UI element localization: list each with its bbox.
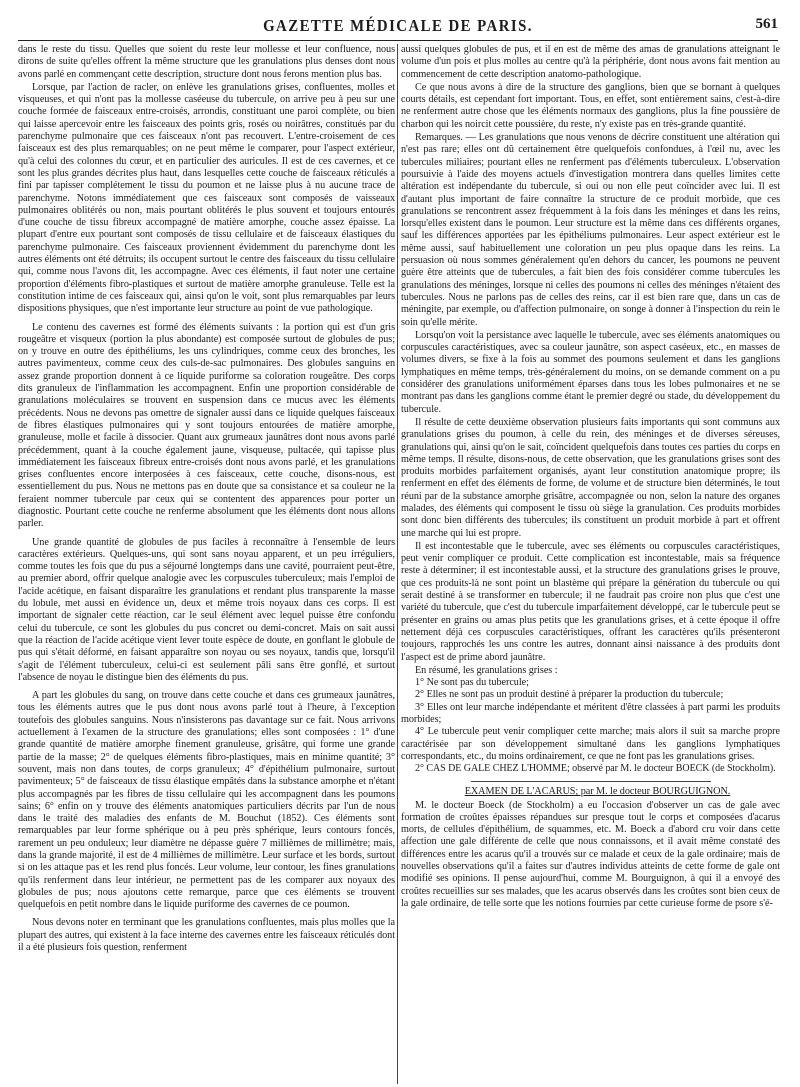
running-title: GAZETTE MÉDICALE DE PARIS. — [263, 16, 533, 35]
paragraph: dans le reste du tissu. Quelles que soient du reste leur mollesse et leur confluence, nous dirons de suite qu'elles offrent la même structure que les granulations plus denses dont nous avons parlé en commençant cette description, structure dont nous ferons mention plus bas. — [18, 44, 395, 80]
summary-item: 2° Elles ne sont pas un produit destiné à préparer la production du tubercule; — [415, 689, 724, 701]
page-header — [18, 16, 778, 36]
right-column — [401, 44, 780, 1085]
case-heading: 2° CAS DE GALE CHEZ L'HOMME; observé par M. le docteur BOECK (de Stockholm). — [415, 763, 776, 775]
section-rule — [471, 781, 711, 782]
header-rule — [18, 40, 778, 41]
column-divider — [397, 44, 398, 1084]
left-column — [18, 44, 395, 1085]
paragraph: Une grande quantité de globules de pus faciles à reconnaître à l'ensemble de leurs caractères extérieurs. Quelques-uns, qui sont sans noyau apparent, et un peu irréguliers, comme toutes les fois que du pus a séjourné longtemps dans une cavité, pourraient peut-être, au premier abord, offrir quelque analogie avec les corpuscules tuberculeux; mais l'emploi de l'acide acétique, en faisant disparaître les granulations et rendant plus transparente la masse du lobule, met aussi en évidence un, deux et même trois noyaux dans ces corps. Il est important de signaler cette réaction, car le seul élément avec lequel puisse être confondu celui du tubercule, ce sont les globules du pus concret ou demi-concret. Mais on sait aussi que la réaction de l'acide acétique vient lever toute espèce de doute, en gonflant le globule de pus qui s'était déformé, en faisant apparaître son noyau ou ses noyaux, tandis que, lorsqu'il s'agit de l'élément tuberculeux, celui-ci est seulement pâli sans être gonflé, et surtout l'absence de noyau le distingue bien des éléments du pus. — [18, 536, 395, 683]
summary-item: 1° Ne sont pas du tubercule; — [415, 677, 529, 689]
section-heading — [401, 786, 780, 798]
paragraph: aussi quelques globules de pus, et il en est de même des amas de granulations atteignant le volume d'un pois et plus molles au centre qu'à la périphérie, dont nous avons fait mention au commencement de cette description anatomo-pathologique. — [401, 44, 780, 80]
paragraph: Nous devons noter en terminant que les granulations confluentes, mais plus molles que la plupart des autres, qui existent à la face interne des cavernes entre les faisceaux réticulés dont il a été plusieurs fois question, renferment — [18, 917, 395, 954]
summary-item: 4° Le tubercule peut venir compliquer cette marche; mais alors il suit sa marche propre caractérisée par son développement simultané dans les ganglions lymphatiques correspondants, etc., du moins ordinairement, ce que ne font pas les granulations grises. — [401, 726, 780, 762]
page-number: 561 — [755, 16, 778, 32]
paragraph: En résumé, les granulations grises : — [415, 664, 558, 676]
paragraph: Lorsque, par l'action de racler, on enlève les granulations grises, confluentes, molles et visqueuses, et qui n'ont pas la mollesse caséeuse du tubercule, on arrive peu à peu sur une couche formée de faisceaux entre-croisés, arrondis, constituant une paroi complète, ou bien qui laisse apercevoir entre les faisceaux des points gris, rosés ou noirâtres, constitués par du parenchyme pulmonaire que ces faisceaux n'ont pas recouvert. L'entre-croisement de ces faisceaux est des plus remarquables; on ne peut même le comparer, pour l'aspect extérieur, qu'à celui des colonnes du cœur, et en particulier des auricules. Il est de ces cavernes, et ce sont les plus grandes décrites plus haut, dans lesquelles cette couche de faisceaux réticulés a fini par tapisser complétement le tissu du poumon et ne laisse plus à nu aucune trace de parenchyme. Notons immédiatement que ces faisceaux sont composés de vaisseaux pulmonaires oblitérés ou non, mais pourtant oblitérés le plus souvent et toujours entourés d'une couche de tissu fibreux accompagné de matière amorphe, couche assez épaisse. La plupart d'entre eux pourtant sont composés de tissu cellulaire et de faisceaux élastiques du parenchyme pulmonaire. Ces faisceaux proviennent évidemment du parenchyme dont les autres éléments ont été détruits; ils occupent surtout le centre des faisceaux du tissu cellulaire qui, comme nous l'avons dit, les accompagne. Avec ces éléments, il faut noter une certaine proportion d'éléments fibro-plastiques et surtout de matière amorphe granuleuse. Telle est la constitution intime de ces faisceaux qui, ainsi qu'on le voit, sont plus remarquables par leurs dispositions physiques, que n'est importante leur structure au point de vue pathologique. — [18, 81, 395, 315]
paragraph: Il est incontestable que le tubercule, avec ses éléments ou corpuscules caractéristiques, peut venir compliquer ce produit. Cette complication est incontestable, mais sa fréquence reste à déterminer; il est incontestable aussi, et la structure des granulations grises le prouve, que ces produits-là ne sont point un blastème qui prépare la génération du tubercule ou qui serait destiné à se transformer en tubercule; il ne faudrait pas croire non plus que c'est une variété du tubercule, que c'est du tubercule imparfaitement développé, car le tubercule peut se présenter en grains ou amas plus petits que les granulations grises, et à cette époque il offre nettement déjà ces corpuscules caractéristiques, offrant les caractères qu'ils présenteront toujours, rapprochés les uns contre les autres, donnant ainsi naissance à des produits dont l'aspect est de prime abord jaunâtre. — [401, 540, 780, 663]
remarks-paragraph: Remarques. — Les granulations que nous venons de décrire constituent une altération qui n'est pas rare; elles ont dû certainement être quelquefois confondues, à l'œil nu, avec les tubercules miliaires; pourtant elles ne renferment pas d'éléments tuberculeux. L'observation poursuivie à l'aide des moyens actuels d'investigation montrera dans quelles limites cette altération est indépendante du tubercule, si oui ou non elle peut coïncider avec lui. Il est d'autant plus important de faire connaître la structure de ce produit morbide, que ces granulations se rencontrent assez fréquemment à la fois dans les méninges et dans les reins, lorsqu'elles existent dans le poumon. Leur structure est la même dans ces différents organes, sauf les différences apportées par les épithéliums pulmonaires. Leur aspect extérieur est le même aussi, sauf habituellement une coloration un peu plus opaque dans les reins. La persuasion où nous sommes généralement qu'en dehors du cancer, les poumons ne peuvent guère être atteints que de tubercules, a fait bien des fois considérer comme tubercules les granulations des méninges, lorsque ni celles des poumons ni celles des méninges n'étaient des tubercules. Nous ne parlons pas de celles des reins, car il est bien rare que, dans un cas de méningite, par exemple, ou d'affection pulmonaire, on songe à donner à l'inspection du rein le soin qu'elle mérite. — [401, 132, 780, 328]
paragraph: Lorsqu'on voit la persistance avec laquelle le tubercule, avec ses éléments anatomiques ou corpuscules caractéristiques, avec sa couleur jaunâtre, son aspect caséeux, etc., en masses de volumes divers, se fixe à la fois au sommet des poumons seulement et dans les ganglions lymphatiques en même temps, très-généralement du moins, on se demande comment on a pu considérer des granulations uniformément éparses dans tous les lobes pulmonaires et ne se montrant pas dans les ganglions comme étant le premier degré ou stade, du développement du tubercule. — [401, 329, 780, 415]
paragraph: A part les globules du sang, on trouve dans cette couche et dans ces grumeaux jaunâtres, tous les éléments autres que le pus dont nous avons parlé tout à l'heure, à l'exception toutefois des globules sanguins. Nous n'insisterons pas davantage sur ce fait. Nous arrivons actuellement à l'examen de la structure des granulations; elles sont composées : 1° d'une grande quantité de matière amorphe finement granuleuse, grisâtre, qui forme une grande partie de la masse; 2° de quelques éléments fibro-plastiques, mais en minime quantité; 3° souvent, mais non dans toutes, de corps granuleux; 4° d'épithélium pulmonaire, surtout pavimenteux; 5° de faisceaux de tissu élastique empâtés dans la substance amorphe et n'étant plus accompagnés par les fibres de tissu cellulaire qui les accompagnent dans les poumons sains; 6° enfin on y trouve des éléments anatomiques particuliers décrits par l'un de nous dans le traité des maladies des enfants de M. Bouchut (1852). Ces éléments sont remarquables par leur forme sphérique ou à peu près sphérique, leurs contours foncés, rarement un peu onduleux; leur diamètre ne dépasse guère 7 millièmes de millimètre; mais, dans la grande majorité, il est de 4 millièmes de millimètre. Leur surface et les bords, surtout si on les attaque pas et les rend plus foncés. Leur volume, leur contour, les fines granulations qu'ils renferment dans leur intérieur, ne permettent pas de les comparer aux noyaux des globules de pus; nous ajoutons cette remarque, parce que ces éléments se trouvent quelquefois en petit nombre dans le liquide puriforme des cavernes de ce poumon. — [18, 690, 395, 911]
paragraph: Le contenu des cavernes est formé des éléments suivants : la portion qui est d'un gris rougeâtre et visqueux (portion la plus abondante) est composée surtout de globules de pus; on y trouve en outre des épithéliums, les uns cylindriques, comme ceux des bronches, les autres pavimenteux, comme ceux des culs-de-sac pulmonaires. Des globules sanguins en assez grande proportion donnent à ce liquide puriforme sa coloration rougeâtre. Des corps dits granuleux de l'inflammation les accompagnent. Enfin une proportion considérable de granulations moléculaires se trouvent en suspension dans ce mucus avec les éléments précédents. Nous ne devons pas omettre de signaler aussi dans ce liquide quelques faisceaux de fibres élastiques pulmonaires qui y sont toujours entourées de matière amorphe, granuleuse, molle et facile à dissocier. Quant aux grumeaux jaunâtres dont nous avons parlé précédemment, quant à la couche également jaune, visqueuse, pultacée, qui tapisse plus immédiatement les faisceaux fibreux entre-croisés dont nous avons parlé, et les granulations grises confluentes encore interposées à ces faisceaux, cette couche, disons-nous, est essentiellement du pus. Nous ne mettons pas en doute que sa consistance et sa couleur ne la feraient nommer tubercule par ceux qui se contentent des apparences pour porter un diagnostic. Pourtant cette couche ne renferme absolument que les éléments dont nous allons parler. — [18, 321, 395, 530]
summary-list — [401, 677, 780, 763]
paragraph: M. le docteur Boeck (de Stockholm) a eu l'occasion d'observer un cas de gale avec formation de croûtes épaisses répandues sur presque tout le corps et composées d'acarus morts, de cellules d'épithélium, de squammes, etc. M. Boeck a d'abord cru voir dans cette affection une gale différente de celle que nous connaissons, et il avait même constaté des différences entre les acarus qu'il a trouvés sur ce malade et ceux de la gale ordinaire; mais de nouvelles observations qu'il a faites sur d'autres individus atteints de cette forme de gale ont modifié ses opinions. Il pense aujourd'hui, comme M. Bourguignon, à qui il a envoyé des croûtes recueillies sur ses malades, que les acarus observés dans les croûtes sont bien ceux de la gale ordinaire, de telle sorte que les notions fournies par cette curieuse forme de psore s'é- — [401, 799, 780, 909]
paragraph: Il résulte de cette deuxième observation plusieurs faits importants qui sont communs aux granulations grises du poumon, à celle du rein, des méninges et de diverses séreuses, granulations qui, ainsi qu'on le sait, coïncident quelquefois dans toutes ces parties du corps en même temps. Il résulte, disons-nous, de cette observation, que les granulations grises sont des produits morbides parfaitement organisés, ayant leur constitution anatomique propre; ils renferment en effet des éléments de forme, de volume et de structure bien déterminés, le tout réuni par de la substance amorphe grisâtre, accompagnée ou non, selon la nature des organes malades, des éléments qui composent le tissu où siège la granulation. Ces produits morbides sont donc bien différents des tubercules; ils constituent un produit morbide à part et offrent une marche qui lui est propre. — [401, 416, 780, 539]
paragraph: Ce que nous avons à dire de la structure des ganglions, bien que se bornant à quelques courts détails, est cependant fort important. Tous, en effet, sont entièrement sains, c'est-à-dire ne renferment autre chose que les éléments normaux des ganglions, plus la fine poussière de charbon qui les noircit cette poussière, du reste, n'y existe pas en très-grande quantité. — [401, 81, 780, 130]
summary-item: 3° Elles ont leur marche indépendante et méritent d'être classées à part parmi les produits morbides; — [401, 701, 780, 726]
section-heading-text: EXAMEN DE L'ACARUS; par M. le docteur BOURGUIGNON. — [464, 786, 731, 798]
